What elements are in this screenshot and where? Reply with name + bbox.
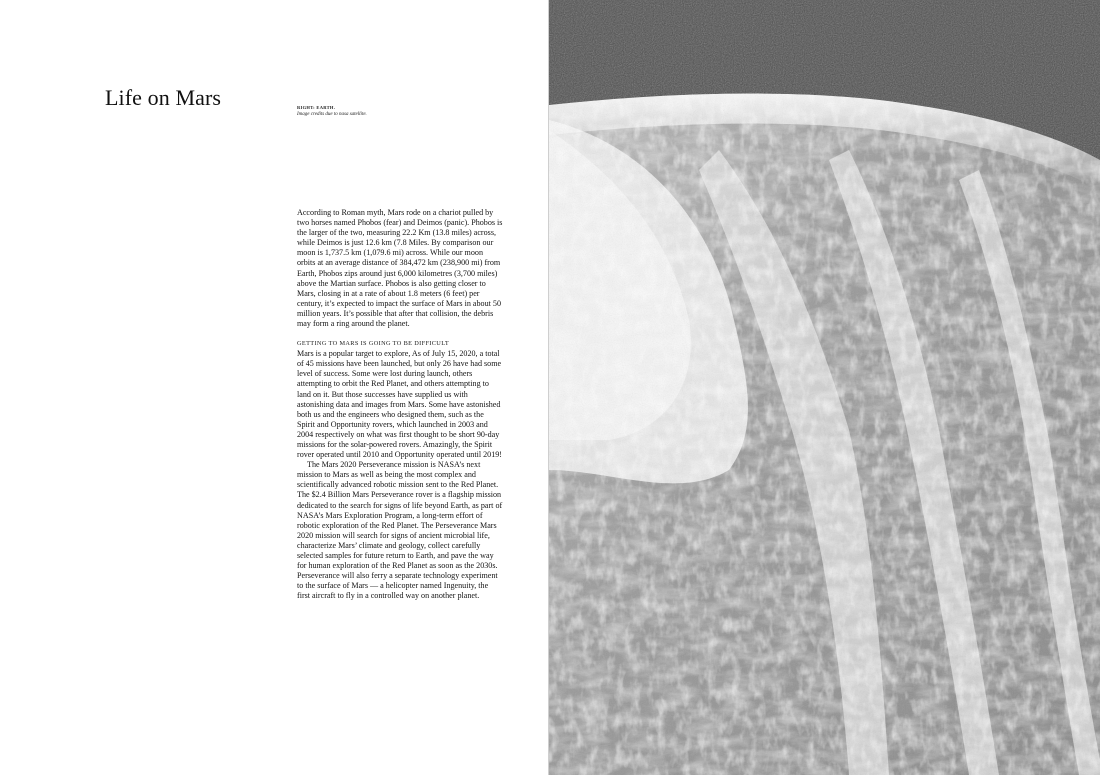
caption-label: RIGHT: EARTH. [297, 105, 336, 110]
earth-from-orbit-photo [549, 0, 1100, 775]
perseverance-paragraph: The Mars 2020 Perseverance mission is NASA’s next mission to Mars as well as being the most complex and scientifically advanced robotic mission sent to the Red Planet. The $2.4 Billion Mars Perseverance rover is a flagship mission dedicated to the search for signs of life beyond Earth, as part of NASA’s Mars Exploration Program, a long-term effort of robotic exploration of the Red Planet. The Perseverance Mars 2020 mission will search for signs of ancient microbial life, characterize Mars’ climate and geology, collect carefully selected samples for future return to Earth, and pave the way for human exploration of the Red Planet as soon as the 2030s. Perseverance will also ferry a separate technology experiment to the surface of Mars — a helicopter named Ingenuity, the first aircraft to fly in a controlled way on another planet. [297, 460, 503, 601]
missions-paragraph: Mars is a popular target to explore, As of July 15, 2020, a total of 45 missions have been launched, but only 26 have had some level of success. Some were lost during launch, others attempting to orbit the Red Planet, and others attempting to land on it. But those successes have supplied us with astonishing data and images from Mars. Some have astonished both us and the engineers who designed them, such as the Spirit and Opportunity rovers, which launched in 2003 and 2004 respectively on what was first thought to be short 90-day missions for the solar-powered rovers. Amazingly, the Spirit rover operated until 2010 and Opportunity operated until 2019! [297, 349, 502, 460]
section-subheading: GETTING TO MARS IS GOING TO BE DIFFICULT [297, 340, 450, 348]
article-body [297, 208, 503, 601]
text-page [0, 0, 549, 775]
caption-credit: Image credits due to nasa satellite. [297, 112, 367, 117]
photo-page [549, 0, 1100, 775]
page-title: Life on Mars [105, 85, 222, 110]
image-caption [297, 105, 497, 118]
intro-paragraph: According to Roman myth, Mars rode on a chariot pulled by two horses named Phobos (fear) and Deimos (panic). Phobos is the larger of the two, measuring 22.2 Km (13.8 miles) across, while Deimos is just 12.6 km (7.8 Miles. By comparison our moon is 1,737.5 km (1,079.6 mi) across. While our moon orbits at an average distance of 384,472 km (238,900 mi) from Earth, Phobos zips around just 6,000 kilometres (3,700 miles) above the Martian surface. Phobos is also getting closer to Mars, closing in at a rate of about 1.8 meters (6 feet) per century, it’s expected to impact the surface of Mars in about 50 million years. It’s possible that after that collision, the debris may form a ring around the planet. [297, 208, 503, 329]
